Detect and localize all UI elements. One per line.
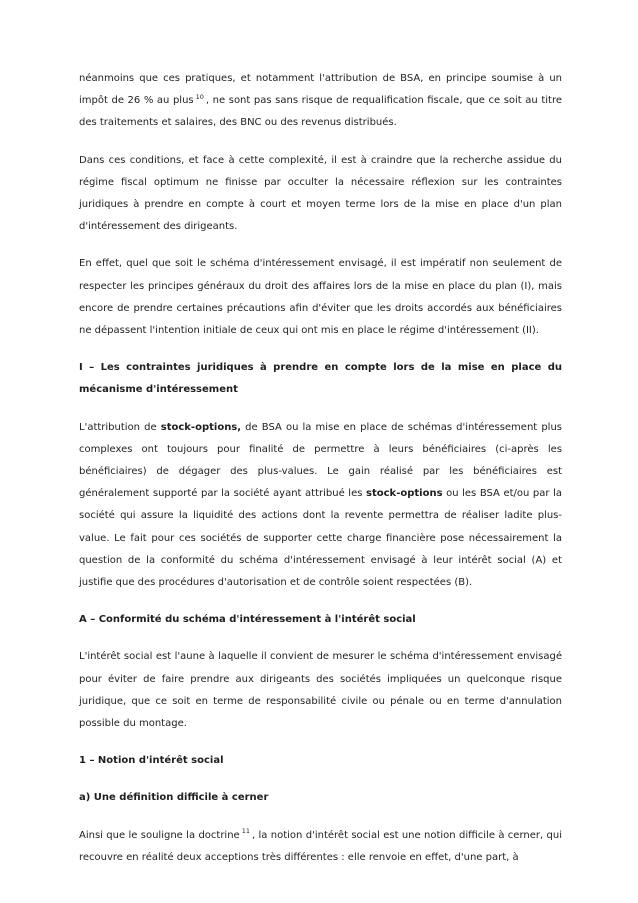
bold-term: stock-options,: [160, 421, 242, 433]
paragraph: [79, 68, 562, 135]
text-run: En effet, quel que soit le schéma d'intéressement envisagé, il est impératif non seulement de respecter les principes généraux du droit des affaires lors de la mise en place du plan (I), mais encore de prendre certaines précautions afin d'éviter que les droits accordés aux bénéficiaires ne dépassent l'intention initiale de ceux qui ont mis en place le régime d'intéressement (II).: [79, 258, 562, 337]
text-run: Dans ces conditions, et face à cette complexité, il est à craindre que la recherche assidue du régime fiscal optimum ne finisse par occulter la nécessaire réflexion sur les contraintes juridiques à prendre en compte à court et moyen terme lors de la mise en place d'un plan d'intéressement des dirigeants.: [79, 154, 562, 233]
text-run: Ainsi que le souligne la doctrine: [79, 829, 240, 841]
section-heading: [79, 609, 562, 631]
bold-term: stock-options: [366, 488, 443, 500]
text-run: , ne sont pas sans risque de requalification fiscale, que ce soit au titre des traitements et salaires, des BNC ou des revenus distribués.: [79, 95, 562, 129]
paragraph: [79, 150, 562, 239]
paragraph: [79, 646, 562, 735]
footnote-ref: 10: [195, 92, 204, 101]
text-run: néanmoins que ces pratiques, et notamment l'attribution de BSA, en principe soumise à un impôt de 26 % au plus: [79, 73, 562, 107]
text-run: de BSA ou la mise en place de schémas d'intéressement plus complexes ont toujours pour finalité de permettre à leurs bénéficiaires (ci-après les bénéficiaires) de dégager des plus-values. Le gain réalisé par les bénéficiaires est généralement supporté par la société ayant attribué les: [79, 421, 562, 500]
section-heading: [79, 787, 562, 809]
paragraph: [79, 825, 562, 869]
text-run: a) Une définition difficile à cerner: [79, 792, 269, 804]
text-run: 1 – Notion d'intérêt social: [79, 755, 224, 767]
text-run: L'attribution de: [79, 421, 161, 433]
paragraph: [79, 253, 562, 342]
text-run: ou les BSA et/ou par la société qui assure la liquidité des actions dont la revente permettra de réaliser ladite plus-value. Le fait pour ces sociétés de supporter cette charge financière pose nécessairement la question de la conformité du schéma d'intéressement envisagé à leur intérêt social (A) et justifie que des procédures d'autorisation et de contrôle soient respectées (B).: [79, 488, 562, 589]
paragraph: [79, 417, 562, 595]
section-heading: [79, 357, 562, 401]
footnote-ref: 11: [241, 827, 250, 836]
document-page: [79, 68, 562, 884]
text-run: A – Conformité du schéma d'intéressement à l'intérêt social: [79, 614, 416, 626]
section-heading: [79, 750, 562, 772]
text-run: , la notion d'intérêt social est une notion difficile à cerner, qui recouvre en réalité deux acceptions très différentes : elle renvoie en effet, d'une part, à: [79, 829, 562, 863]
text-run: L'intérêt social est l'aune à laquelle il convient de mesurer le schéma d'intéressement envisagé pour éviter de faire prendre aux dirigeants des sociétés impliquées un quelconque risque juridique, que ce soit en terme de responsabilité civile ou pénale ou en terme d'annulation possible du montage.: [79, 651, 562, 730]
text-run: I – Les contraintes juridiques à prendre en compte lors de la mise en place du mécanisme d'intéressement: [79, 362, 562, 396]
